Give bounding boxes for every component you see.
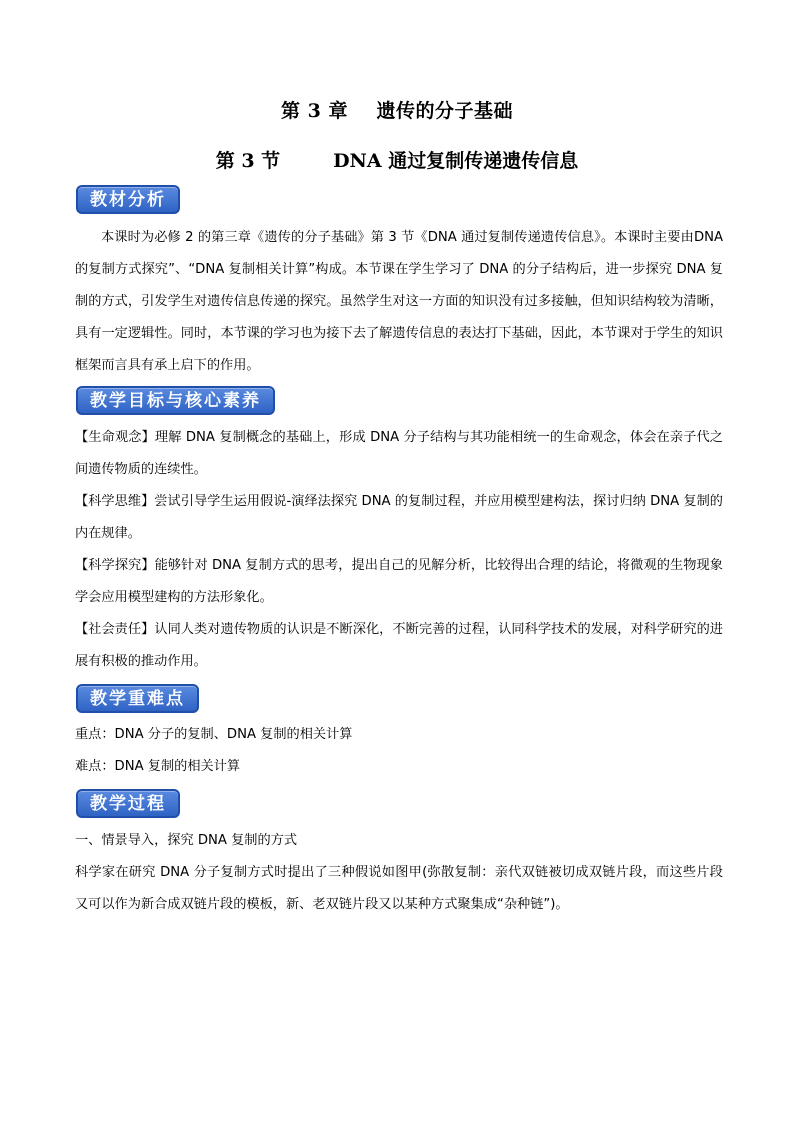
section-title: 第 3 节 DNA 通过复制传递遗传信息 bbox=[215, 150, 579, 172]
key-point-text: 重点：DNA 分子的复制、DNA 复制的相关计算 bbox=[75, 727, 353, 742]
chapter-title: 第 3 章 遗传的分子基础 bbox=[281, 100, 513, 122]
analysis-badge: 教材分析 bbox=[76, 185, 180, 214]
key-points-badge: 教学重难点 bbox=[76, 684, 199, 713]
analysis-paragraph: 本课时为必修 2 的第三章《遗传的分子基础》第 3 节《DNA 通过复制传递遗传信息》。本课时主要由DNA的复制方式探究”、“DNA 复制相关计算”构成。本节课在学生学习了 DNA 的分子结构后，进一步探究 DNA 复制的方式，引发学生对遗传信息传递的探究。虽然学生对这一方面的知识没有过多接触，但知识结构较为清晰，具有一定逻辑性。同时，本节课的学习也为接下去了解遗传信息的表达打下基础，因此，本节课对于学生的知识框架而言具有承上启下的作用。 bbox=[75, 230, 723, 373]
objectives-badge: 教学目标与核心素养 bbox=[76, 386, 275, 415]
process-paragraph: 科学家在研究 DNA 分子复制方式时提出了三种假说如图甲(弥散复制：亲代双链被切成双链片段，而这些片段又可以作为新合成双链片段的模板，新、老双链片段又以某种方式聚集成“杂种链”)。 bbox=[75, 865, 723, 912]
objective-item-life-concept: 【生命观念】理解 DNA 复制概念的基础上，形成 DNA 分子结构与其功能相统一的生命观念，体会在亲子代之间遗传物质的连续性。 bbox=[75, 430, 723, 477]
difficult-point-text: 难点：DNA 复制的相关计算 bbox=[75, 759, 241, 774]
process-badge: 教学过程 bbox=[76, 789, 180, 818]
objective-item-scientific-thinking: 【科学思维】尝试引导学生运用假说-演绎法探究 DNA 的复制过程，并应用模型建构法，探讨归纳 DNA 复制的内在规律。 bbox=[75, 494, 723, 541]
process-heading: 一、情景导入，探究 DNA 复制的方式 bbox=[75, 833, 298, 848]
objective-item-social-responsibility: 【社会责任】认同人类对遗传物质的认识是不断深化，不断完善的过程，认同科学技术的发展，对科学研究的进展有积极的推动作用。 bbox=[75, 622, 723, 669]
objective-item-scientific-inquiry: 【科学探究】能够针对 DNA 复制方式的思考，提出自己的见解分析，比较得出合理的结论，将微观的生物现象学会应用模型建构的方法形象化。 bbox=[75, 558, 723, 605]
